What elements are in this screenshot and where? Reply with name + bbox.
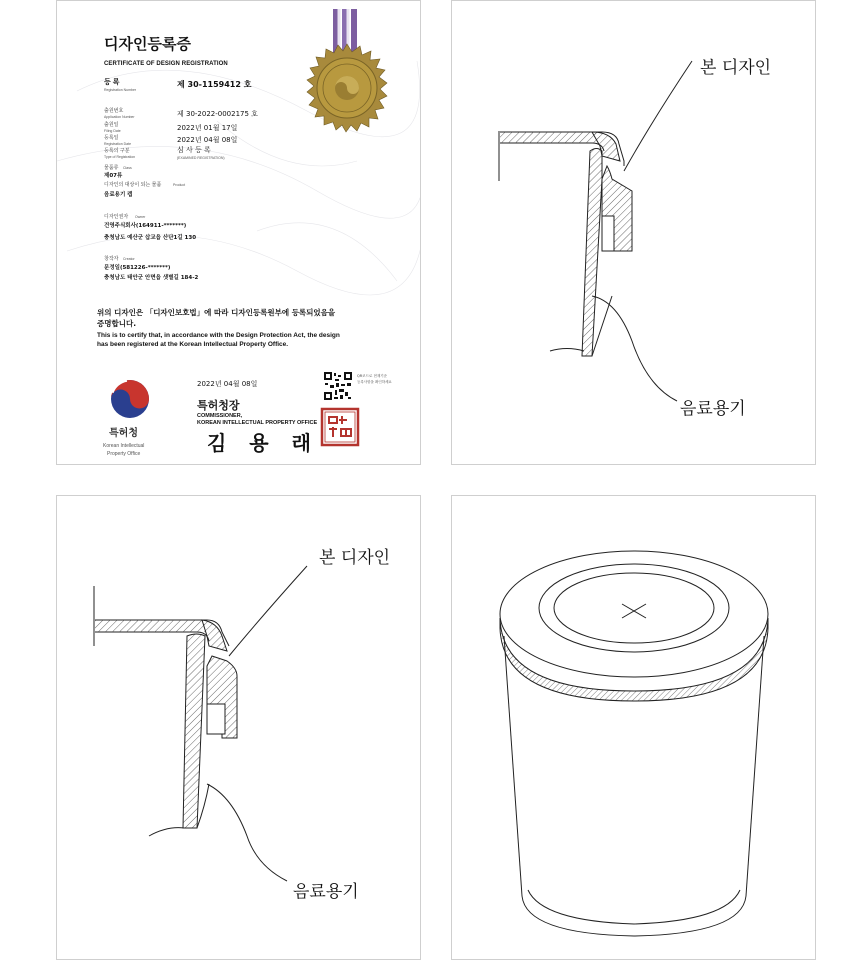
section-drawing-panel-2 <box>56 495 421 960</box>
qr-code-icon <box>323 371 353 401</box>
statement-en-line-1: This is to certify that, in accordance with the Design Protection Act, the design <box>97 332 340 339</box>
issue-date: 2022년 04월 08일 <box>197 380 258 388</box>
app-no-label-en: Application Number <box>104 115 135 119</box>
filing-date-label: 출원일 <box>104 122 119 128</box>
certificate-title: 디자인등록증 <box>104 35 191 53</box>
owner-label: 디자인권자 <box>104 214 129 220</box>
class-label: 물품류 <box>104 165 119 171</box>
creator-name: 문정일(581226-*******) <box>104 265 171 271</box>
callout-beverage-container: 음료용기 <box>680 399 746 419</box>
callout-this-design: 본 디자인 <box>700 58 772 78</box>
office-title-en-1: COMMISSIONER, <box>197 413 243 419</box>
reg-date-value: 2022년 04월 08일 <box>177 136 238 144</box>
statement-en-line-2: has been registered at the Korean Intellectual Property Office. <box>97 341 289 348</box>
owner-label-en: Owner <box>135 215 146 219</box>
product-value: 음료용기 캡 <box>104 192 133 198</box>
kipo-logo-icon <box>107 378 153 424</box>
reg-date-label: 등록일 <box>104 135 119 141</box>
owner-address: 충청남도 예산군 삽교읍 산단1길 130 <box>104 235 197 241</box>
red-seal-stamp-icon <box>320 407 360 447</box>
reg-date-label-en: Registration Date <box>104 142 132 146</box>
type-value: 심 사 등 록 <box>177 146 211 154</box>
qr-note-line-2: 등록사항을 확인하세요 <box>357 380 392 384</box>
class-value: 제07류 <box>104 173 123 179</box>
certificate-panel <box>56 0 421 465</box>
container-perspective-drawing <box>452 496 816 960</box>
kipo-logo-text-en-1: Korean Intellectual <box>103 443 145 449</box>
type-label: 등록의 구분 <box>104 148 130 154</box>
creator-address: 충청남도 태안군 안면읍 샛별길 184-2 <box>104 275 199 281</box>
callout-beverage-container: 음료용기 <box>293 882 359 902</box>
certificate-document <box>57 1 420 464</box>
perspective-drawing-panel <box>451 495 816 960</box>
app-no-label: 출원번호 <box>104 108 124 114</box>
signature: 김 용 래 <box>207 431 319 455</box>
type-label-en: Type of Registration <box>104 155 136 159</box>
qr-note-line-1: QR코드로 현재기준 <box>357 374 387 378</box>
certificate-title-en: CERTIFICATE OF DESIGN REGISTRATION <box>104 61 228 67</box>
creator-label-en: Creator <box>123 257 135 261</box>
reg-no-label-en: Registration Number <box>104 88 137 92</box>
statement-kr-line-1: 위의 디자인은 「디자인보호법」에 따라 디자인등록원부에 등록되었음을 <box>97 308 336 317</box>
type-value-en: (EXAMINED REGISTRATION) <box>177 156 225 160</box>
creator-label: 창작자 <box>104 256 119 262</box>
kipo-logo-text: 특허청 <box>109 428 138 439</box>
class-label-en: Class <box>123 166 132 170</box>
app-no-value: 제 30-2022-0002175 호 <box>177 110 258 118</box>
callout-this-design: 본 디자인 <box>319 548 391 568</box>
kipo-logo-text-en-2: Property Office <box>107 451 141 457</box>
product-label: 디자인의 대상이 되는 물품 <box>104 182 162 188</box>
office-title: 특허청장 <box>197 399 240 412</box>
reg-no-value: 제 30-1159412 호 <box>177 80 252 89</box>
section-drawing-panel-1 <box>451 0 816 465</box>
filing-date-label-en: Filing Date <box>104 129 121 133</box>
gold-seal-medal-icon <box>302 43 392 133</box>
statement-kr-line-2: 증명합니다. <box>97 319 137 328</box>
office-title-en-2: KOREAN INTELLECTUAL PROPERTY OFFICE <box>197 420 318 426</box>
filing-date-value: 2022년 01월 17일 <box>177 124 238 132</box>
reg-no-label: 등 록 <box>104 79 120 86</box>
owner-name: 건영주식회사(164911-*******) <box>104 223 187 229</box>
product-label-en: Product <box>173 183 186 187</box>
